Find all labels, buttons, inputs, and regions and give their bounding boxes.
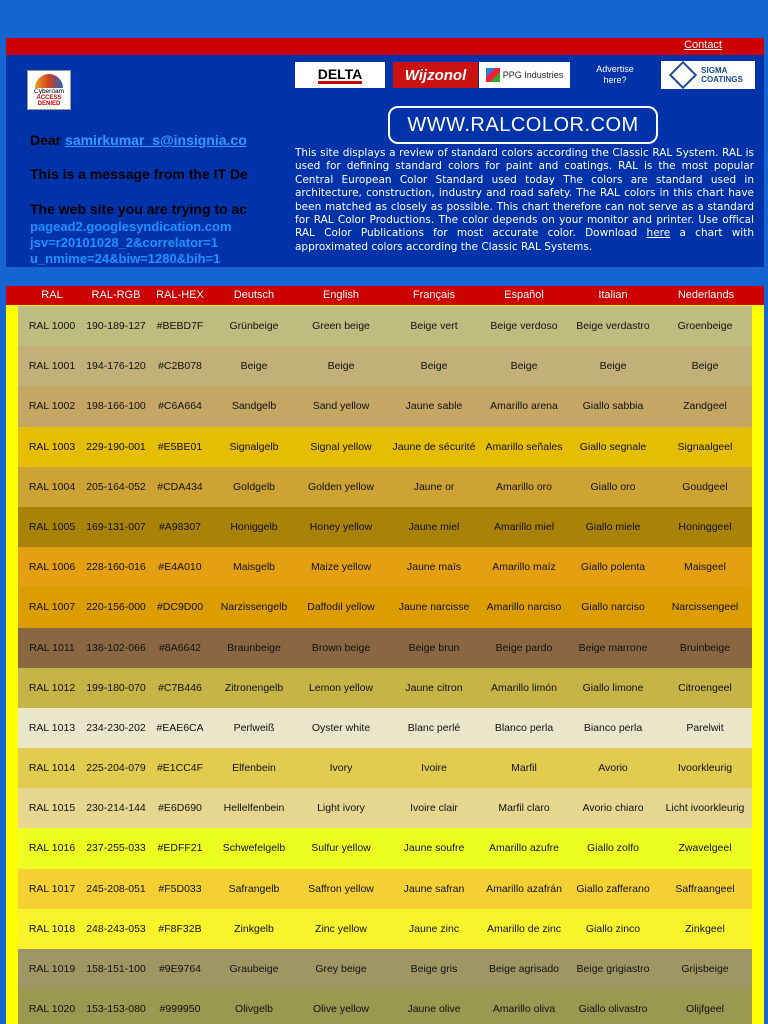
cell-english: Olive yellow bbox=[312, 1003, 370, 1016]
cell-ral: RAL 1016 bbox=[28, 842, 76, 855]
table-body bbox=[18, 306, 752, 1024]
cell-ral-rgb: 229-190-001 bbox=[86, 440, 146, 453]
column-header-francais: Français bbox=[412, 289, 456, 301]
cell-ral-hex: #EAE6CA bbox=[156, 721, 204, 734]
cell-espanol: Amarillo oro bbox=[495, 480, 553, 493]
description-tail: a chart with approximated colors according the Classic RAL Systems. bbox=[295, 227, 754, 253]
site-description bbox=[295, 147, 754, 254]
column-header-ral-rgb: RAL-RGB bbox=[91, 289, 141, 301]
cell-ral-rgb: 198-166-100 bbox=[86, 400, 146, 413]
ppg-sponsor-logo[interactable] bbox=[479, 62, 570, 88]
column-header-nederlands: Nederlands bbox=[677, 289, 735, 301]
cell-deutsch: Honiggelb bbox=[230, 520, 278, 533]
cell-italian: Giallo limone bbox=[582, 681, 644, 694]
cell-english: Golden yellow bbox=[308, 480, 374, 493]
cell-francais: Jaune miel bbox=[408, 520, 460, 533]
cell-deutsch: Goldgelb bbox=[232, 480, 276, 493]
table-row bbox=[18, 587, 752, 627]
cell-espanol: Beige agrisado bbox=[488, 963, 560, 975]
top-bar bbox=[6, 38, 764, 55]
cell-ral: RAL 1007 bbox=[28, 601, 76, 614]
cell-english: Light ivory bbox=[317, 802, 365, 815]
cell-ral-hex: #F5D033 bbox=[158, 882, 202, 895]
cell-deutsch: Safrangelb bbox=[228, 882, 280, 895]
cell-francais: Beige bbox=[420, 360, 448, 373]
cell-espanol: Beige bbox=[510, 360, 538, 373]
cell-deutsch: Graubeige bbox=[229, 963, 279, 975]
cell-espanol: Amarillo arena bbox=[490, 400, 558, 413]
cell-nederlands: Citroengeel bbox=[678, 681, 732, 694]
cell-english: Saffron yellow bbox=[308, 882, 374, 895]
cell-ral: RAL 1011 bbox=[29, 641, 75, 654]
cell-ral-hex: #E4A010 bbox=[158, 561, 202, 574]
cell-nederlands: Signaalgeel bbox=[677, 440, 733, 453]
contact-link[interactable]: Contact bbox=[684, 39, 722, 51]
cell-nederlands: Zwavelgeel bbox=[678, 842, 732, 855]
cell-ral-rgb: 205-164-052 bbox=[86, 480, 146, 493]
table-row bbox=[18, 346, 752, 386]
cell-ral-rgb: 158-151-100 bbox=[86, 963, 146, 975]
ral-color-table bbox=[6, 286, 764, 1024]
wijzonol-logo-text: Wijzonol bbox=[404, 66, 467, 84]
cell-ral: RAL 1019 bbox=[28, 963, 76, 975]
cell-ral-rgb: 220-156-000 bbox=[86, 601, 146, 614]
sigma-logo-subtext: COATINGS bbox=[701, 75, 743, 84]
table-row bbox=[18, 628, 752, 668]
advertise-link[interactable]: Advertise here? bbox=[596, 64, 634, 85]
cell-francais: Beige gris bbox=[410, 963, 458, 975]
cell-ral-hex: #DC9D00 bbox=[156, 601, 204, 614]
cell-italian: Giallo olivastro bbox=[578, 1003, 648, 1016]
sigma-logo-text: SIGMA bbox=[701, 66, 728, 75]
cell-italian: Giallo zolfo bbox=[587, 842, 639, 855]
cell-francais: Ivoire clair bbox=[410, 802, 458, 815]
cell-nederlands: Saffraangeel bbox=[675, 882, 735, 895]
cell-deutsch: Perlweiß bbox=[233, 721, 275, 734]
cell-ral: RAL 1015 bbox=[28, 802, 76, 815]
cell-ral-rgb: 138-102-066 bbox=[86, 641, 146, 654]
column-header-italian: Italian bbox=[598, 289, 628, 301]
cell-italian: Giallo zafferano bbox=[576, 882, 650, 895]
cell-ral: RAL 1000 bbox=[28, 320, 76, 332]
cell-nederlands: Olijfgeel bbox=[686, 1003, 724, 1016]
cyberoam-logo bbox=[27, 70, 71, 110]
table-row bbox=[18, 869, 752, 909]
cell-nederlands: Parelwit bbox=[686, 721, 724, 734]
cell-francais: Jaune safran bbox=[403, 882, 465, 895]
cell-english: Green beige bbox=[312, 320, 370, 332]
blocked-site-line: The web site you are trying to ac bbox=[30, 201, 248, 217]
column-header-deutsch: Deutsch bbox=[233, 289, 275, 301]
cell-espanol: Amarillo azufre bbox=[488, 842, 560, 855]
cell-francais: Jaune citron bbox=[405, 681, 463, 694]
cyberoam-logo-text: Cyberoam bbox=[34, 88, 64, 95]
cell-espanol: Amarillo narciso bbox=[486, 601, 562, 614]
table-header bbox=[6, 286, 764, 305]
cell-espanol: Marfil claro bbox=[498, 802, 550, 815]
cell-espanol: Amarillo limón bbox=[491, 681, 557, 694]
cell-ral: RAL 1005 bbox=[28, 520, 76, 533]
cell-ral-hex: #9E9764 bbox=[158, 963, 202, 975]
cell-ral-hex: #8A6642 bbox=[158, 641, 202, 654]
cell-francais: Jaune maïs bbox=[406, 561, 462, 574]
cell-ral-hex: #F8F32B bbox=[158, 922, 202, 935]
blocked-url-line: pagead2.googlesyndication.com bbox=[30, 219, 232, 234]
blocked-url-line: jsv=r20101028_2&correlator=1 bbox=[30, 235, 218, 250]
cell-deutsch: Beige bbox=[240, 360, 268, 373]
cell-deutsch: Signalgelb bbox=[229, 440, 279, 453]
cell-english: Honey yellow bbox=[309, 520, 373, 533]
cell-deutsch: Zinkgelb bbox=[234, 922, 274, 935]
cell-english: Oyster white bbox=[311, 721, 371, 734]
cell-francais: Jaune or bbox=[413, 480, 455, 493]
cell-ral-hex: #C2B078 bbox=[158, 360, 202, 373]
cell-francais: Jaune soufre bbox=[403, 842, 465, 855]
table-row bbox=[18, 828, 752, 868]
table-row bbox=[18, 668, 752, 708]
table-row bbox=[18, 467, 752, 507]
cell-espanol: Amarillo maíz bbox=[492, 561, 556, 574]
cell-francais: Jaune narcisse bbox=[398, 601, 470, 614]
cell-italian: Beige bbox=[599, 360, 627, 373]
cell-ral-hex: #C7B446 bbox=[158, 681, 202, 694]
cell-ral: RAL 1002 bbox=[28, 400, 76, 413]
cell-deutsch: Zitronengelb bbox=[224, 681, 284, 694]
cell-francais: Beige vert bbox=[410, 320, 458, 332]
cell-ral-rgb: 169-131-007 bbox=[86, 520, 146, 533]
access-denied-label: ACCESS DENIED bbox=[36, 95, 62, 107]
cell-english: Beige bbox=[327, 360, 355, 373]
description-text: This site displays a review of standard colors according the Classic RAL System. RAL is used for defining standard colors for paint and coatings. RAL is the most popular Central European Color Standard used today The colors are standard used in architecture, construction, industry and road safety. The RAL colors in this chart have been matched as closely as possible. This chart therefore can not serve as a standard for RAL Color Productions. The color depends on your monitor and printer. Use offical RAL Color Publications for most accurate color. Download bbox=[295, 147, 754, 240]
cell-deutsch: Olivgelb bbox=[235, 1003, 273, 1016]
cell-ral: RAL 1012 bbox=[28, 681, 76, 694]
it-message-line: This is a message from the IT De bbox=[30, 166, 248, 182]
email-link[interactable]: samirkumar_s@insignia.co bbox=[65, 132, 247, 148]
cell-espanol: Blanco perla bbox=[494, 721, 554, 734]
cell-nederlands: Grijsbeige bbox=[681, 963, 729, 975]
cell-italian: Giallo polenta bbox=[580, 561, 646, 574]
cell-deutsch: Braunbeige bbox=[227, 641, 281, 654]
table-row bbox=[18, 949, 752, 989]
access-denied-frame bbox=[6, 55, 260, 267]
cell-italian: Giallo segnale bbox=[579, 440, 647, 453]
cell-ral-rgb: 237-255-033 bbox=[86, 842, 146, 855]
cell-ral-rgb: 228-160-016 bbox=[86, 561, 146, 574]
cell-nederlands: Zandgeel bbox=[683, 400, 727, 413]
cell-ral-rgb: 194-176-120 bbox=[86, 360, 146, 373]
cell-francais: Blanc perlé bbox=[407, 721, 461, 734]
cell-deutsch: Maisgelb bbox=[232, 561, 276, 574]
cell-francais: Jaune de sécurité bbox=[392, 440, 476, 453]
column-header-ral-hex: RAL-HEX bbox=[156, 289, 204, 301]
table-row bbox=[18, 708, 752, 748]
cell-nederlands: Maisgeel bbox=[683, 561, 727, 574]
download-here-link[interactable]: here bbox=[646, 227, 671, 240]
cell-espanol: Amarillo azafrán bbox=[486, 882, 562, 895]
cell-italian: Beige verdastro bbox=[576, 320, 650, 332]
cell-italian: Avorio chiaro bbox=[582, 802, 644, 815]
cell-ral-rgb: 234-230-202 bbox=[86, 721, 146, 734]
cell-ral-rgb: 190-189-127 bbox=[86, 320, 146, 332]
cell-ral-hex: #E1CC4F bbox=[156, 762, 204, 775]
cell-nederlands: Zinkgeel bbox=[685, 922, 725, 935]
cell-ral: RAL 1003 bbox=[28, 440, 76, 453]
cell-espanol: Beige pardo bbox=[495, 641, 553, 654]
column-header-espanol: Español bbox=[504, 289, 544, 301]
cell-ral-hex: #C6A664 bbox=[158, 400, 202, 413]
table-row bbox=[18, 788, 752, 828]
cell-deutsch: Hellelfenbein bbox=[223, 802, 285, 815]
wijzonol-sponsor-logo[interactable] bbox=[393, 62, 478, 88]
cell-ral-hex: #CDA434 bbox=[157, 480, 203, 493]
cell-italian: Giallo miele bbox=[585, 520, 641, 533]
cell-english: Sulfur yellow bbox=[311, 842, 371, 855]
cell-espanol: Amarillo miel bbox=[493, 520, 555, 533]
cell-nederlands: Ivoorkleurig bbox=[677, 762, 733, 775]
table-row bbox=[18, 547, 752, 587]
column-header-english: English bbox=[322, 289, 360, 301]
table-row bbox=[18, 306, 752, 346]
cell-espanol: Beige verdoso bbox=[490, 320, 558, 332]
cell-english: Ivory bbox=[329, 762, 353, 775]
column-header-ral: RAL bbox=[41, 289, 63, 301]
cell-ral-rgb: 230-214-144 bbox=[86, 802, 146, 815]
cell-nederlands: Narcissengeel bbox=[671, 601, 739, 614]
table-row bbox=[18, 748, 752, 788]
cell-ral: RAL 1018 bbox=[28, 922, 76, 935]
cell-italian: Avorio bbox=[598, 762, 628, 775]
cell-ral-rgb: 199-180-070 bbox=[86, 681, 146, 694]
cell-english: Daffodil yellow bbox=[307, 601, 375, 614]
table-row bbox=[18, 909, 752, 949]
table-row bbox=[18, 507, 752, 547]
cell-italian: Giallo narciso bbox=[581, 601, 645, 614]
cell-italian: Bianco perla bbox=[583, 721, 643, 734]
cell-nederlands: Beige bbox=[691, 360, 719, 373]
site-title: WWW.RALCOLOR.COM bbox=[388, 106, 658, 144]
cell-ral-rgb: 248-243-053 bbox=[86, 922, 146, 935]
cell-francais: Jaune olive bbox=[407, 1003, 461, 1016]
sigma-diamond-icon bbox=[669, 61, 697, 89]
cell-deutsch: Elfenbein bbox=[232, 762, 276, 775]
cell-nederlands: Bruinbeige bbox=[679, 641, 731, 654]
cell-espanol: Amarillo de zinc bbox=[486, 922, 562, 935]
cell-italian: Giallo oro bbox=[590, 480, 636, 493]
cell-italian: Beige grigiastro bbox=[576, 963, 650, 975]
cell-ral: RAL 1017 bbox=[28, 882, 76, 895]
cell-ral-hex: #BEBD7F bbox=[156, 320, 204, 332]
cell-francais: Jaune zinc bbox=[408, 922, 460, 935]
dear-line bbox=[30, 132, 247, 148]
cell-english: Lemon yellow bbox=[308, 681, 374, 694]
cell-francais: Ivoire bbox=[421, 762, 447, 775]
sigma-sponsor-logo[interactable] bbox=[661, 61, 755, 89]
cell-english: Sand yellow bbox=[312, 400, 370, 413]
table-row bbox=[18, 427, 752, 467]
cell-ral-rgb: 245-208-051 bbox=[86, 882, 146, 895]
header bbox=[6, 55, 764, 267]
cell-ral: RAL 1014 bbox=[28, 762, 76, 775]
cell-nederlands: Groenbeige bbox=[677, 320, 733, 332]
cell-espanol: Marfil bbox=[511, 762, 537, 775]
cell-deutsch: Schwefelgelb bbox=[222, 842, 286, 855]
ppg-mark-icon bbox=[486, 68, 500, 82]
cell-english: Zinc yellow bbox=[315, 922, 367, 935]
cell-english: Grey beige bbox=[315, 963, 367, 975]
cell-ral-hex: #A98307 bbox=[158, 520, 202, 533]
cell-francais: Jaune sable bbox=[405, 400, 463, 413]
cell-ral: RAL 1020 bbox=[28, 1003, 76, 1016]
table-row bbox=[18, 386, 752, 426]
cell-italian: Giallo sabbia bbox=[582, 400, 644, 413]
ppg-logo-text: PPG Industries bbox=[502, 70, 564, 80]
cell-ral-hex: #E6D690 bbox=[158, 802, 202, 815]
cell-nederlands: Honinggeel bbox=[678, 520, 732, 533]
cell-ral-rgb: 225-204-079 bbox=[86, 762, 146, 775]
cell-ral-hex: #E5BE01 bbox=[157, 440, 203, 453]
delta-sponsor-logo[interactable] bbox=[295, 62, 385, 88]
cell-ral: RAL 1006 bbox=[28, 561, 76, 574]
cell-ral: RAL 1001 bbox=[28, 360, 76, 373]
dear-text: Dear bbox=[30, 132, 66, 148]
cell-ral: RAL 1004 bbox=[28, 480, 76, 493]
cell-english: Brown beige bbox=[311, 641, 371, 654]
cyberoam-sun-icon bbox=[35, 74, 63, 88]
cell-deutsch: Narzissengelb bbox=[220, 601, 288, 614]
delta-logo-text: DELTA bbox=[317, 65, 363, 82]
cell-deutsch: Grünbeige bbox=[229, 320, 279, 332]
cell-english: Signal yellow bbox=[310, 440, 372, 453]
cell-francais: Beige brun bbox=[408, 641, 460, 654]
cell-ral: RAL 1013 bbox=[28, 721, 76, 734]
blocked-url-line: u_nmime=24&biw=1280&bih=1 bbox=[30, 251, 221, 266]
cell-nederlands: Goudgeel bbox=[682, 480, 728, 493]
table-row bbox=[18, 989, 752, 1024]
cell-english: Maize yellow bbox=[310, 561, 372, 574]
cell-espanol: Amarillo oliva bbox=[492, 1003, 556, 1016]
cell-italian: Beige marrone bbox=[578, 641, 648, 654]
cell-italian: Giallo zinco bbox=[585, 922, 641, 935]
cell-ral-hex: #999950 bbox=[159, 1003, 201, 1016]
cell-ral-hex: #EDFF21 bbox=[157, 842, 203, 855]
cell-nederlands: Licht ivoorkleurig bbox=[665, 802, 745, 815]
cell-deutsch: Sandgelb bbox=[231, 400, 277, 413]
cell-ral-rgb: 153-153-080 bbox=[86, 1003, 146, 1016]
cell-espanol: Amarillo señales bbox=[485, 440, 563, 453]
